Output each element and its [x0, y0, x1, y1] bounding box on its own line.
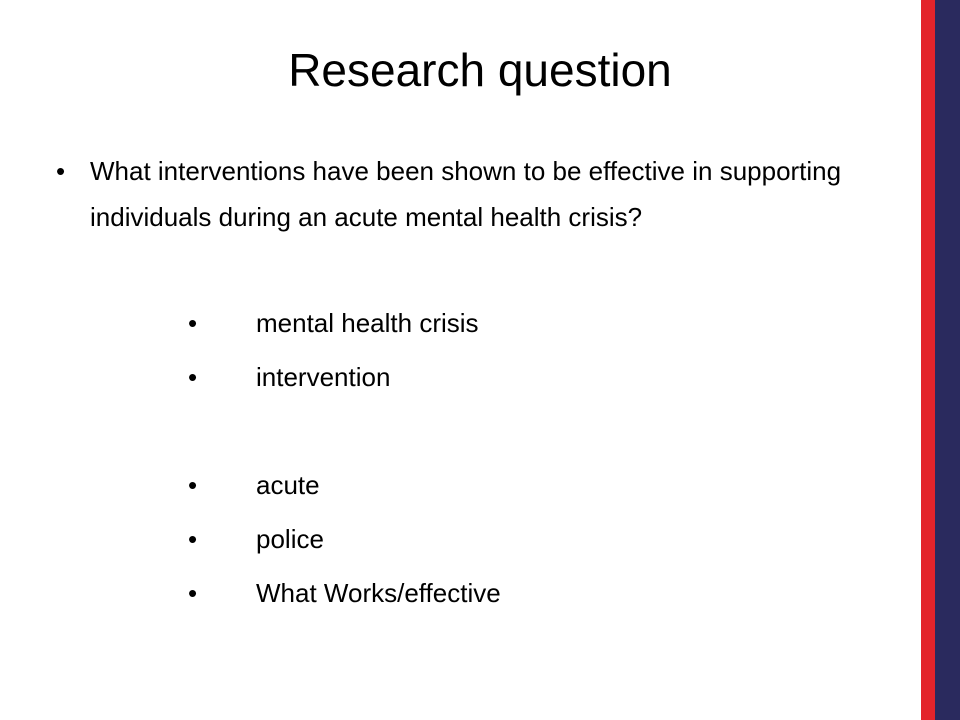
- keyword-list: [188, 300, 501, 624]
- bullet-dot-icon: •: [188, 470, 198, 500]
- main-bullet-text: What interventions have been shown to be effective in supporting individuals during an acute mental health crisis?: [90, 156, 842, 232]
- bullet-dot-icon: •: [188, 362, 198, 392]
- bullet-dot-icon: •: [56, 156, 66, 186]
- keyword-text: police: [256, 524, 324, 554]
- keyword-text: mental health crisis: [256, 308, 479, 338]
- side-stripe-red: [921, 0, 935, 720]
- bullet-dot-icon: •: [188, 308, 198, 338]
- keyword-text: What Works/effective: [256, 578, 501, 608]
- keyword-item: [188, 516, 501, 570]
- bullet-dot-icon: •: [188, 524, 198, 554]
- side-stripe-navy: [935, 0, 960, 720]
- keyword-item: [188, 300, 501, 354]
- keyword-item: [188, 354, 501, 408]
- main-bullet: [56, 148, 866, 240]
- keyword-text: acute: [256, 470, 320, 500]
- keyword-item: [188, 462, 501, 516]
- keyword-text: intervention: [256, 362, 391, 392]
- slide-title: Research question: [288, 44, 672, 96]
- bullet-dot-icon: •: [188, 578, 198, 608]
- keyword-item: [188, 570, 501, 624]
